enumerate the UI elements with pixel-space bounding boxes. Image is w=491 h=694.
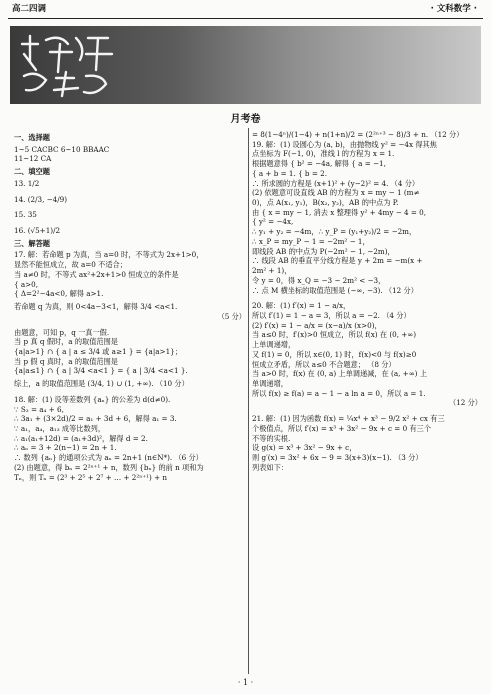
score-note: （5 分） <box>217 311 246 321</box>
text-line: 即线段 AB 的中点为 P(−2m² − 1, −2m)， <box>252 246 395 256</box>
text-line: ∵ a₁，a₄，a₁₃ 成等比数列， <box>14 423 106 433</box>
text-line: { Δ=2²−4a<0, 解得 a>1. <box>14 289 104 299</box>
text-line: 显然不能恒成立，故 a=0 不适合； <box>14 260 127 270</box>
text-line: 由 { x = my − 1, 消去 x 整理得 y² + 4my − 4 = 0, <box>252 207 427 217</box>
text-line: 根据题意得 { b² = −4a, 解得 { a = −1, <box>252 159 386 169</box>
text-line: ∴ 数列 {aₙ} 的通项公式为 aₙ = 2n+1 (n∈N*). （6 分） <box>14 453 203 463</box>
text-line: 15. 35 <box>14 210 37 220</box>
text-line: {a|a≤1} ∩ { a | 3/4 <a<1 } = { a | 3/4 <a<1 }. <box>14 366 188 376</box>
text-line: 18. 解：(1) 设等差数列 {aₙ} 的公差为 d(d≠0). <box>14 394 171 404</box>
text-line: { a + b = 1. { b = 2. <box>252 168 327 178</box>
text-line: 13. 1/2 <box>14 178 40 188</box>
text-line: 19. 解：(1) 设圆心为 (a, b)，由抛物线 y² = −4x 得其焦 <box>252 139 437 149</box>
column-divider <box>248 128 249 674</box>
text-line: = 8(1−4ⁿ)/(1−4) + n(1+n)/2 = (2²ⁿ⁺³ − 8)/3 + n. （12 分） <box>252 130 464 139</box>
text-line: { y² = −4x, <box>252 217 294 227</box>
text-line: 当 a≠0 时，不等式 ax²+2x+1>0 恒成立的条件是 <box>14 269 179 279</box>
text-line: 当 p 真 q 假时，a 的取值范围是 <box>14 337 118 347</box>
text-line: 16. (√5+1)/2 <box>14 226 61 236</box>
page-title: 月考卷 <box>230 114 261 125</box>
header-rule <box>8 18 483 19</box>
section-heading: 一、选择题 <box>14 133 50 142</box>
text-line: (2) f′(x) = 1 − a/x = (x−a)/x (x>0)， <box>252 320 382 330</box>
text-line: 0)，点 A(x₁, y₁)，B(x₂, y₂)，AB 的中点为 P. <box>252 198 399 208</box>
text-line: {a|a>1} ∩ { a | a ≤ 3/4 或 a≥1 } = {a|a>1}； <box>14 346 182 356</box>
text-line: ∵ S₃ = a₄ + 6, <box>14 404 64 414</box>
text-line: ∴ y₁ + y₂ = −4m，∴ y_P = (y₁+y₂)/2 = −2m， <box>252 227 417 237</box>
text-line: Tₙ，则 Tₙ = (2³ + 2⁵ + 2⁷ + … + 2²ⁿ⁺¹) + n <box>14 472 168 482</box>
text-line: 当 a≤0 时，f′(x)>0 恒成立，所以 f(x) 在 (0, +∞) <box>252 330 417 340</box>
text-line: 11~12 CA <box>14 154 52 164</box>
text-line: 点坐标为 F(−1, 0)，准线 l 的方程为 x = 1. <box>252 149 395 159</box>
banner-calligraphy-icon <box>16 30 126 100</box>
text-line: 上单调递增， <box>252 340 296 350</box>
text-line: ∴ 线段 AB 的垂直平分线方程是 y + 2m = −m(x + <box>252 256 423 266</box>
text-line: 则 g′(x) = 3x² + 6x − 9 = 3(x+3)(x−1). （3 分） <box>252 453 423 462</box>
text-line: ∴ 点 M 横坐标的取值范围是 (−∞, −3). （12 分） <box>252 285 418 295</box>
section-heading: 二、填空题 <box>14 167 50 177</box>
text-line: ∴ x_P = my_P − 1 = −2m² − 1， <box>252 236 370 246</box>
text-line: 21. 解：(1) 因为函数 f(x) = ¼x⁴ + x³ − 9/2 x² + cx 有三 <box>252 414 445 424</box>
text-line: 恒成立矛盾，所以 a≤0 不合题意； （8 分） <box>252 359 396 369</box>
score-note: （12 分） <box>449 398 482 408</box>
text-line: ∴ 3a₁ + (3×2d)/2 = a₁ + 3d + 6，解得 a₁ = 3. <box>14 414 177 424</box>
text-line: 当 a>0 时，f(x) 在 (0, a) 上单调递减，在 (a, +∞) 上 <box>252 369 427 379</box>
header-left: 高二四调 <box>12 4 47 14</box>
right-column <box>252 130 482 472</box>
text-line: 由题意，可知 p，q 一真一假. <box>14 327 110 337</box>
text-line: 20. 解：(1) f′(x) = 1 − a/x， <box>252 301 351 311</box>
page-number: · 1 · <box>237 678 254 687</box>
text-line: (2) 由题意，得 bₙ = 2²ⁿ⁺¹ + n，数列 {bₙ} 的前 n 项和为 <box>14 462 204 472</box>
left-column <box>14 130 246 482</box>
text-line: 综上，a 的取值范围是 (3/4, 1) ∪ (1, +∞). （10 分） <box>14 379 189 389</box>
text-line: (2) 依题意可设直线 AB 的方程为 x = my − 1 (m≠ <box>252 188 420 198</box>
text-line: 列表如下： <box>252 462 288 472</box>
text-line: { a>0, <box>14 279 39 289</box>
text-line: ∴ a₁(a₁+12d) = (a₁+3d)²，解得 d = 2. <box>14 433 148 443</box>
text-line: 若命题 q 为真，则 0<4a−3<1，解得 3/4 <a<1. <box>14 302 178 312</box>
text-line: 设 g(x) = x³ + 3x² − 9x + c， <box>252 443 357 453</box>
text-line: 1~5 CACBC 6~10 BBAAC <box>14 144 110 154</box>
text-line: 14. (2/3, −4/9) <box>14 194 68 204</box>
section-heading: 三、解答题 <box>14 238 50 248</box>
text-line: ∴ aₙ = 3 + 2(n−1) = 2n + 1. <box>14 443 117 453</box>
text-line: 2m² + 1)， <box>252 266 292 276</box>
text-line: 所以 f(x) ≥ f(a) = a − 1 − a ln a = 0，所以 a = 1. <box>252 388 426 398</box>
banner-image <box>10 26 481 104</box>
header-right: · 文科数学 · <box>430 4 477 14</box>
text-line: 所以 f′(1) = 1 − a = 3，所以 a = −2. （4 分） <box>252 310 411 320</box>
text-line: 令 y = 0，得 x_Q = −3 − 2m² < −3， <box>252 275 386 285</box>
text-line: 个极值点，所以 f′(x) = x³ + 3x² − 9x + c = 0 有三个 <box>252 423 432 433</box>
text-line: 单调递增， <box>252 378 288 388</box>
text-line: 17. 解：若命题 p 为真，当 a=0 时，不等式为 2x+1>0， <box>14 250 204 260</box>
text-line: 当 p 假 q 真时，a 的取值范围是 <box>14 356 118 366</box>
text-line: ∴ 所求圆的方程是 (x+1)² + (y−2)² = 4. （4 分） <box>252 178 420 188</box>
text-line: 不等的实根. <box>252 433 291 443</box>
text-line: 又 f(1) = 0，所以 x∈(0, 1) 时，f(x)<0 与 f(x)≥0 <box>252 349 417 359</box>
